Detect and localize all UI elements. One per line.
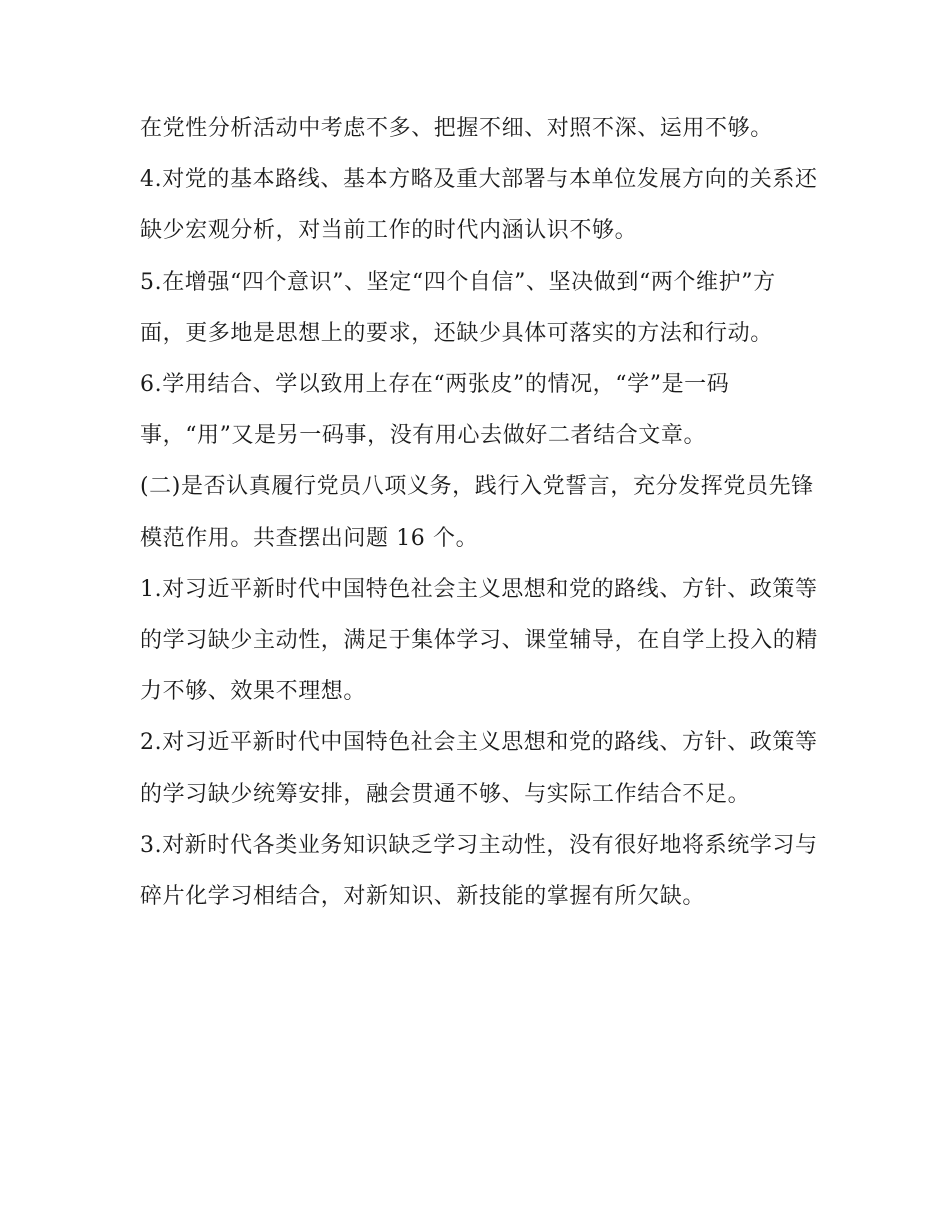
document-body — [140, 103, 820, 922]
paragraph-item-6: 6.学用结合、学以致用上存在“两张皮”的情况，“学”是一码事，“用”又是另一码事，没有用心去做好二者结合文章。 — [140, 372, 730, 449]
paragraph-item-2: 2.对习近平新时代中国特色社会主义思想和党的路线、方针、政策等的学习缺少统筹安排，融会贯通不够、与实际工作结合不足。 — [140, 730, 818, 807]
section-heading-2: (二)是否认真履行党员八项义务，践行入党誓言，充分发挥党员先锋模范作用。共查摆出问题 16 个。 — [140, 474, 814, 551]
paragraph-continuation: 在党性分析活动中考虑不多、把握不细、对照不深、运用不够。 — [140, 116, 773, 141]
paragraph-item-1: 1.对习近平新时代中国特色社会主义思想和党的路线、方针、政策等的学习缺少主动性，满足于集体学习、课堂辅导，在自学上投入的精力不够、效果不理想。 — [140, 576, 819, 705]
paragraph-item-5: 5.在增强“四个意识”、坚定“四个自信”、坚决做到“两个维护”方面，更多地是思想上的要求，还缺少具体可落实的方法和行动。 — [140, 269, 776, 346]
paragraph-item-4: 4.对党的基本路线、基本方略及重大部署与本单位发展方向的关系还缺少宏观分析，对当前工作的时代内涵认识不够。 — [140, 167, 818, 244]
paragraph-item-3: 3.对新时代各类业务知识缺乏学习主动性，没有很好地将系统学习与碎片化学习相结合，对新知识、新技能的掌握有所欠缺。 — [140, 832, 818, 910]
